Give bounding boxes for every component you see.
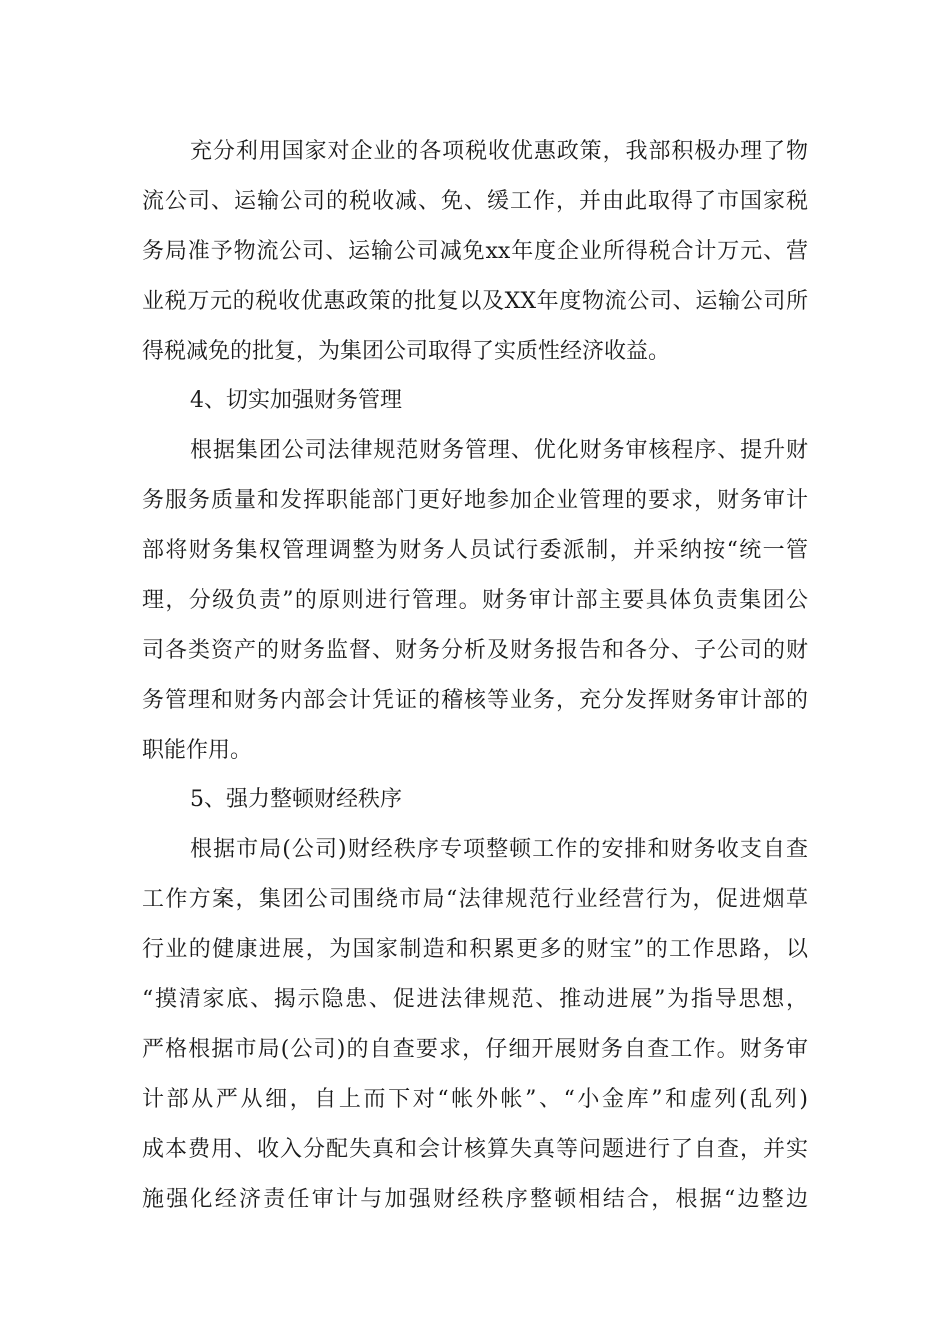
paragraph-line: 成本费用、收入分配失真和会计核算失真等问题进行了自查，并实 xyxy=(142,1137,808,1162)
paragraph-line: 得税减免的批复，为集团公司取得了实质性经济收益。 xyxy=(142,339,671,364)
section-heading: 4、切实加强财务管理 xyxy=(190,388,402,413)
paragraph-line: “摸清家底、揭示隐患、促进法律规范、推动进展”为指导思想， xyxy=(142,987,808,1012)
paragraph-line: 部将财务集权管理调整为财务人员试行委派制，并采纳按“统一管 xyxy=(142,538,808,563)
paragraph-line: 理，分级负责”的原则进行管理。财务审计部主要具体负责集团公 xyxy=(142,588,808,613)
paragraph-line: 严格根据市局(公司)的自查要求，仔细开展财务自查工作。财务审 xyxy=(142,1037,808,1062)
paragraph-line: 根据集团公司法律规范财务管理、优化财务审核程序、提升财 xyxy=(190,438,808,463)
paragraph-line: 根据市局(公司)财经秩序专项整顿工作的安排和财务收支自查 xyxy=(190,837,808,862)
paragraph-line: 施强化经济责任审计与加强财经秩序整顿相结合，根据“边整边 xyxy=(142,1187,808,1212)
paragraph-line: 司各类资产的财务监督、财务分析及财务报告和各分、子公司的财 xyxy=(142,638,808,663)
paragraph-line: 计部从严从细，自上而下对“帐外帐”、“小金库”和虚列(乱列) xyxy=(142,1087,808,1112)
paragraph-line: 流公司、运输公司的税收减、免、缓工作，并由此取得了市国家税 xyxy=(142,189,808,214)
paragraph-line: 业税万元的税收优惠政策的批复以及XX年度物流公司、运输公司所 xyxy=(142,289,808,314)
paragraph-line: 务局准予物流公司、运输公司减免xx年度企业所得税合计万元、营 xyxy=(142,239,808,264)
paragraph-line: 工作方案，集团公司围绕市局“法律规范行业经营行为，促进烟草 xyxy=(142,887,808,912)
paragraph-line: 务管理和财务内部会计凭证的稽核等业务，充分发挥财务审计部的 xyxy=(142,688,808,713)
paragraph-line: 充分利用国家对企业的各项税收优惠政策，我部积极办理了物 xyxy=(190,139,808,164)
paragraph-line: 职能作用。 xyxy=(142,738,253,763)
section-heading: 5、强力整顿财经秩序 xyxy=(190,787,402,812)
paragraph-line: 行业的健康进展，为国家制造和积累更多的财宝”的工作思路，以 xyxy=(142,937,808,962)
paragraph-line: 务服务质量和发挥职能部门更好地参加企业管理的要求，财务审计 xyxy=(142,488,808,513)
